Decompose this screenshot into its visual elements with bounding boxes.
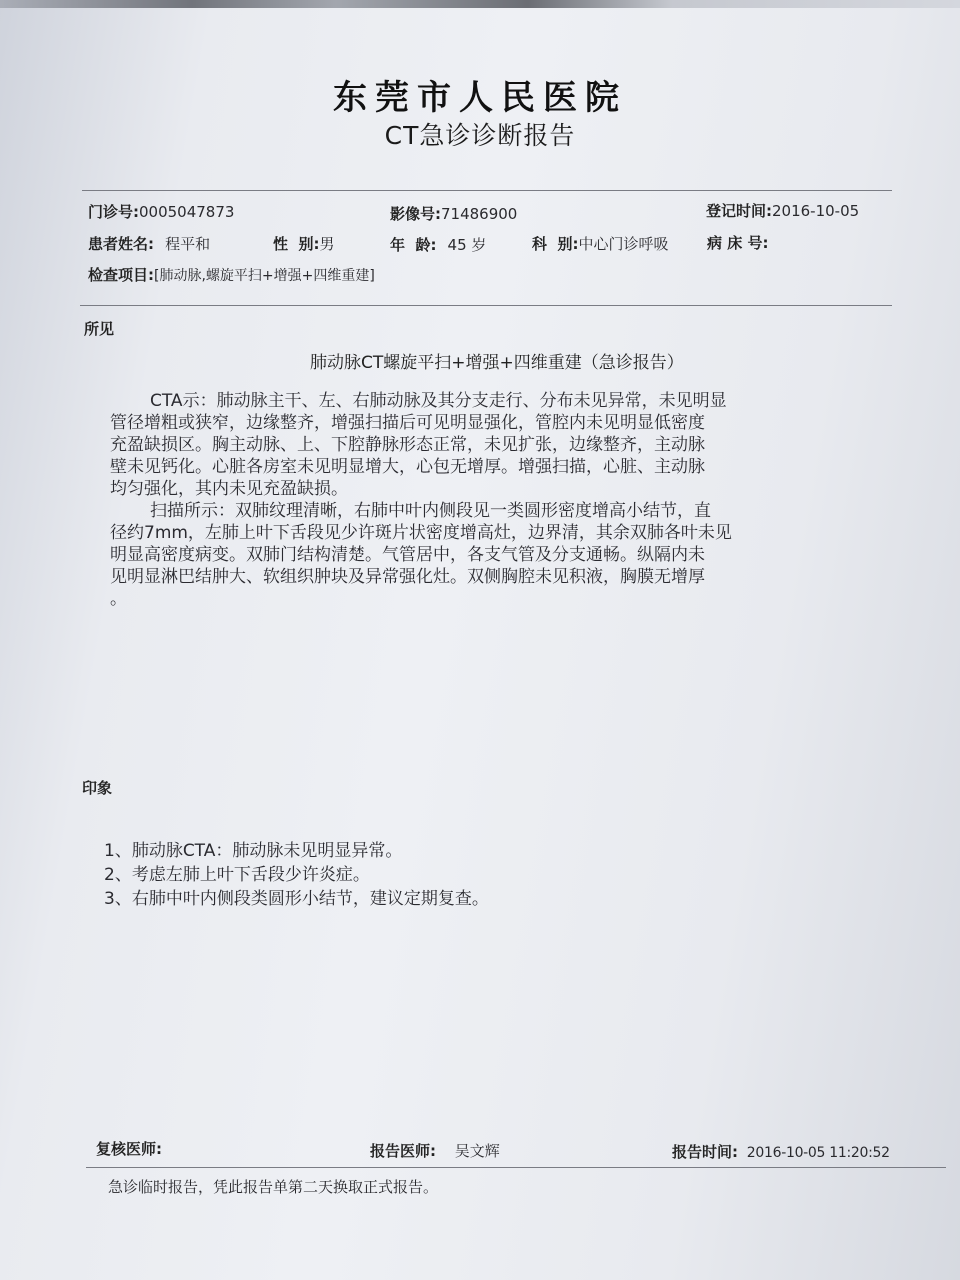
findings-section-label: 所见 [84, 320, 115, 338]
findings-paragraph-cta [110, 390, 727, 500]
reporter-field [370, 1140, 500, 1161]
reviewer-field [96, 1138, 162, 1159]
findings-line: CTA示：肺动脉主干、左、右肺动脉及其分支走行、分布未见异常，未见明显 [150, 391, 727, 411]
dept-value: 中心门诊呼吸 [578, 235, 669, 253]
report-time-label: 报告时间: [672, 1143, 738, 1161]
findings-title: 肺动脉CT螺旋平扫+增强+四维重建（急诊报告） [310, 353, 684, 373]
findings-line: 明显高密度病变。双肺门结构清楚。气管居中，各支气管及分支通畅。纵隔内未 [110, 545, 705, 565]
outpatient-no-value: 0005047873 [139, 203, 235, 221]
patient-name-value: 程平和 [165, 235, 211, 253]
page-top-edge [0, 0, 960, 8]
footer-rule [86, 1167, 946, 1168]
bed-label: 病 床 号: [707, 234, 769, 252]
patient-name-label: 患者姓名: [88, 235, 154, 253]
register-time-field [706, 200, 859, 221]
findings-line: 管径增粗或狭窄，边缘整齐，增强扫描后可见明显强化，管腔内未见明显低密度 [110, 413, 705, 433]
age-label: 年 龄: [390, 236, 437, 254]
hospital-name: 东莞市人民医院 [333, 78, 627, 118]
outpatient-no-label: 门诊号: [88, 203, 139, 221]
reporter-label: 报告医师: [370, 1142, 436, 1160]
findings-line: 壁未见钙化。心脏各房室未见明显增大，心包无增厚。增强扫描，心脏、主动脉 [110, 457, 705, 477]
sex-field [273, 233, 334, 254]
findings-line: 均匀强化，其内未见充盈缺损。 [110, 479, 348, 499]
exam-value: [肺动脉,螺旋平扫+增强+四维重建] [154, 268, 375, 284]
register-time-label: 登记时间: [706, 202, 772, 220]
header-bottom-rule [80, 305, 892, 306]
report-title: CT急诊诊断报告 [384, 121, 576, 150]
bed-field [707, 232, 768, 253]
impression-item-1: 1、肺动脉CTA：肺动脉未见明显异常。 [104, 841, 403, 861]
dept-field [532, 233, 668, 254]
exam-field [88, 264, 375, 285]
findings-line: 扫描所示：双肺纹理清晰，右肺中叶内侧段见一类圆形密度增高小结节，直 [150, 501, 711, 521]
image-no-value: 71486900 [441, 205, 518, 223]
findings-line: 。 [110, 589, 127, 609]
footer-notice: 急诊临时报告，凭此报告单第二天换取正式报告。 [108, 1178, 439, 1196]
report-time-field [672, 1141, 890, 1162]
age-value: 45 岁 [447, 236, 487, 254]
reporter-value: 吴文辉 [454, 1142, 500, 1160]
findings-paragraph-scan [110, 500, 732, 610]
findings-line: 见明显淋巴结肿大、软组织肿块及异常强化灶。双侧胸腔未见积液，胸膜无增厚 [110, 567, 705, 587]
image-no-label: 影像号: [390, 205, 441, 223]
report-time-value: 2016-10-05 11:20:52 [746, 1145, 890, 1161]
findings-line: 径约7mm，左肺上叶下舌段见少许斑片状密度增高灶，边界清，其余双肺各叶未见 [110, 523, 732, 543]
findings-line: 充盈缺损区。胸主动脉、上、下腔静脉形态正常，未见扩张，边缘整齐，主动脉 [110, 435, 705, 455]
reviewer-label: 复核医师: [96, 1140, 162, 1158]
impression-item-3: 3、右肺中叶内侧段类圆形小结节，建议定期复查。 [104, 889, 489, 909]
image-no-field [390, 203, 517, 224]
header-top-rule [82, 190, 892, 191]
exam-label: 检查项目: [88, 266, 154, 284]
impression-section-label: 印象 [82, 779, 113, 797]
dept-label: 科 别: [532, 235, 579, 253]
register-time-value: 2016-10-05 [772, 202, 860, 220]
sex-label: 性 别: [273, 235, 320, 253]
patient-name-field [88, 233, 210, 254]
outpatient-no-field [88, 201, 234, 222]
impression-item-2: 2、考虑左肺上叶下舌段少许炎症。 [104, 865, 370, 885]
age-field [390, 234, 486, 255]
sex-value: 男 [319, 235, 335, 253]
